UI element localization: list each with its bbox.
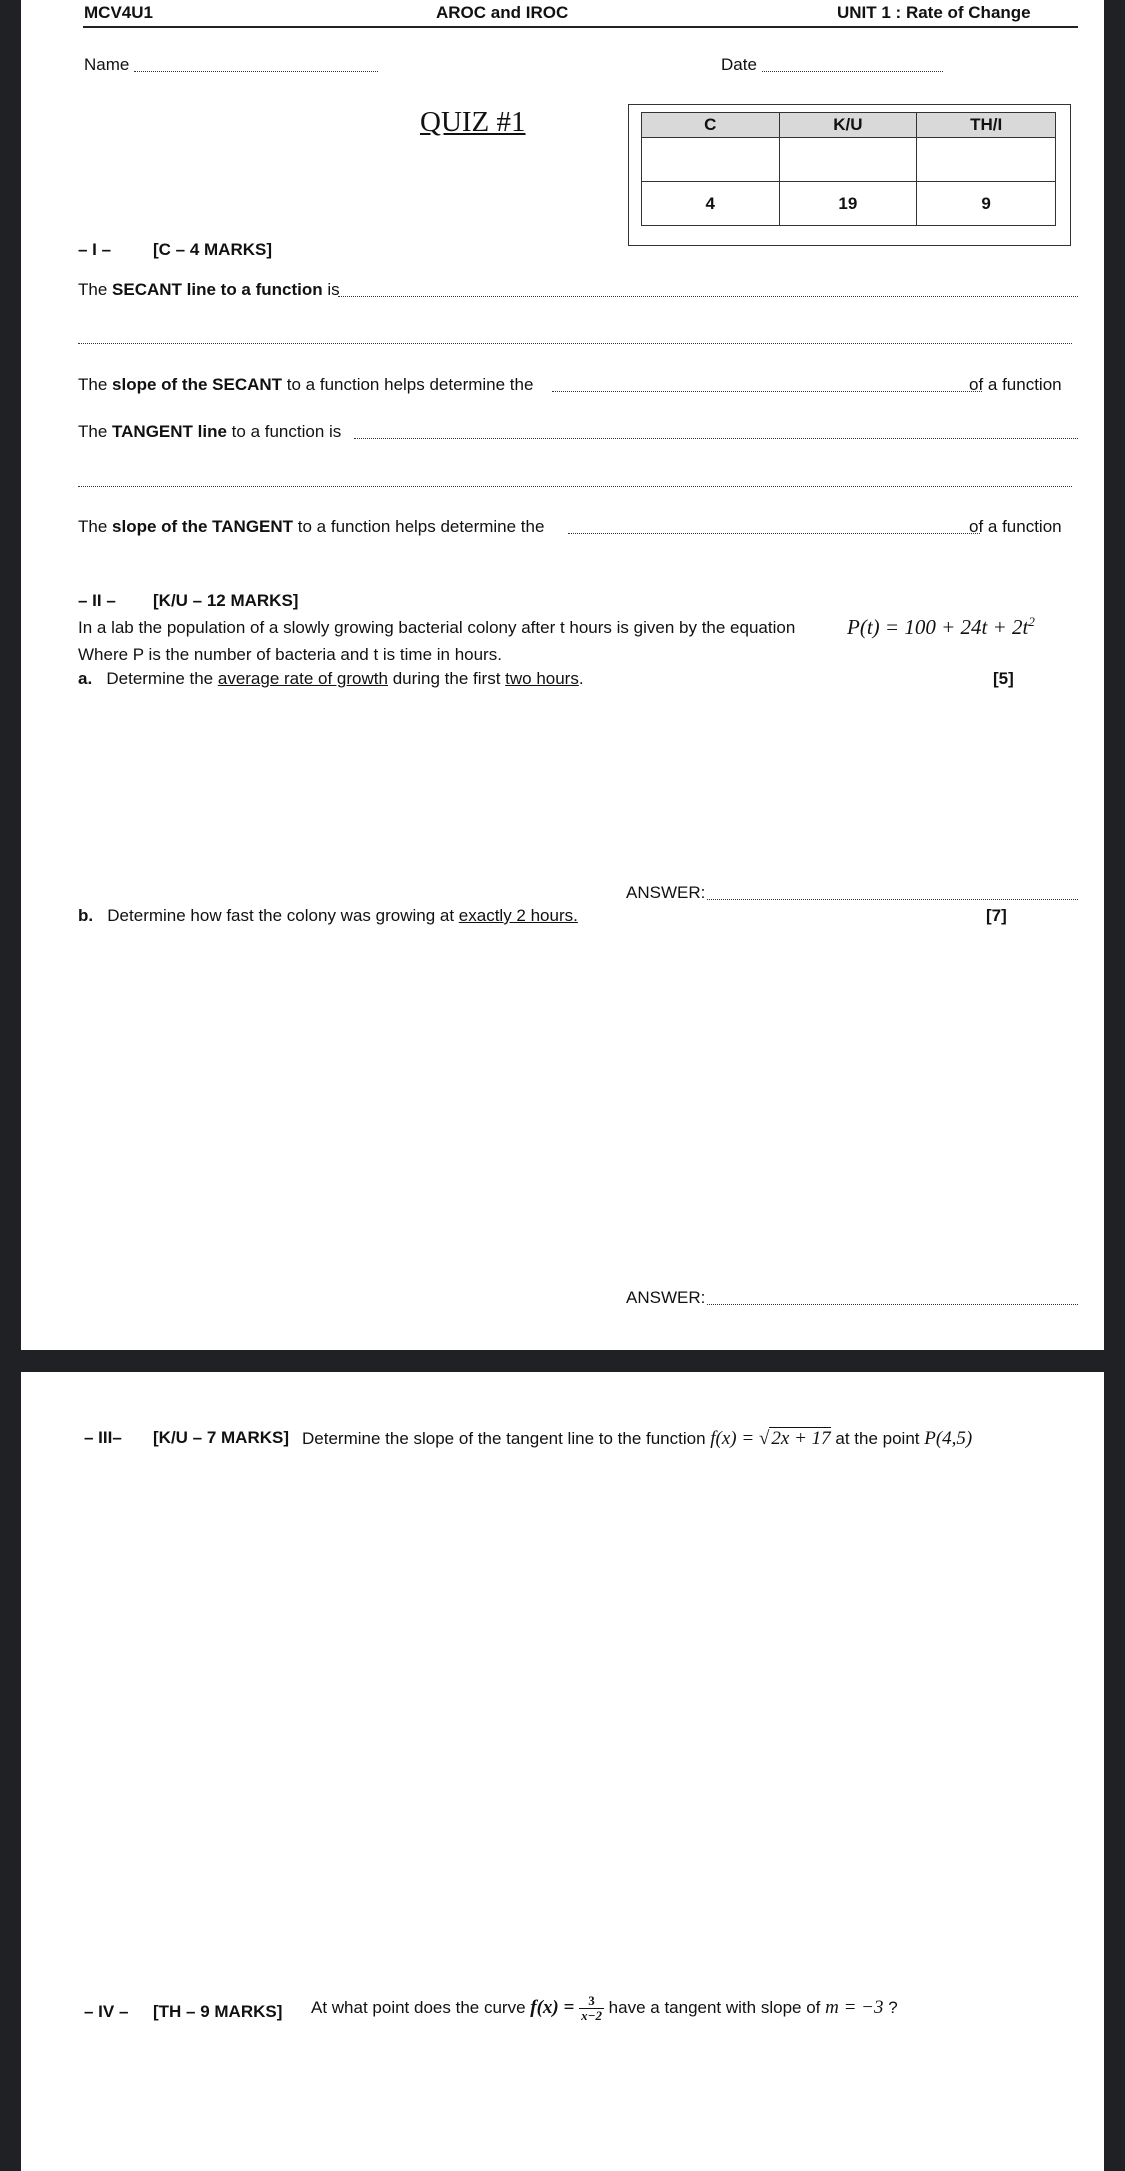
section2-number: – II – (78, 591, 116, 610)
answer-line-4[interactable] (568, 533, 980, 534)
part-b-answer-label: ANSWER: (626, 1288, 706, 1307)
marks-score-c: 4 (642, 182, 780, 226)
section1-question-2-end: of a function (969, 375, 1062, 394)
section4-marks: [TH – 9 MARKS] (153, 2002, 283, 2021)
section1-question-4: The slope of the TANGENT to a function helps determine the (78, 517, 545, 536)
date-field[interactable] (762, 71, 943, 72)
part-a-marks: [5] (993, 669, 1014, 688)
header-rule (83, 26, 1078, 28)
section1-question-2: The slope of the SECANT to a function helps determine the (78, 375, 534, 394)
marks-blank-c[interactable] (642, 138, 780, 182)
section1-marks: [C – 4 MARKS] (153, 240, 273, 259)
part-a-question: a. Determine the average rate of growth during the first two hours. (78, 669, 584, 688)
part-b-question: b. Determine how fast the colony was growing at exactly 2 hours. (78, 906, 578, 925)
section3-marks: [K/U – 7 MARKS] (153, 1428, 290, 1447)
marks-blank-ku[interactable] (779, 138, 917, 182)
quiz-title: QUIZ #1 (420, 106, 526, 138)
marks-score-ku: 19 (779, 182, 917, 226)
quiz-topic: AROC and IROC (436, 3, 569, 22)
answer-line-1a[interactable] (338, 296, 1078, 297)
section3-number: – III– (84, 1428, 122, 1447)
section1-question-3: The TANGENT line to a function is (78, 422, 342, 441)
name-label: Name (84, 55, 130, 74)
section1-question-1: The SECANT line to a function is (78, 280, 340, 299)
quiz-page-1 (21, 0, 1104, 1350)
marks-table (641, 112, 1056, 226)
marks-header-thi: TH/I (917, 113, 1056, 138)
marks-header-c: C (642, 113, 780, 138)
section2-intro-2: Where P is the number of bacteria and t is time in hours. (78, 645, 502, 664)
part-b-marks: [7] (986, 906, 1007, 925)
answer-line-1b[interactable] (78, 343, 1072, 344)
answer-line-3a[interactable] (354, 438, 1078, 439)
section2-marks: [K/U – 12 MARKS] (153, 591, 299, 610)
section4-question: At what point does the curve f(x) = $\frac{3}{x-2}$ have a tangent with slope of m = −3 ? (311, 1993, 898, 2023)
answer-line-2[interactable] (552, 391, 982, 392)
part-a-answer-line[interactable] (707, 899, 1078, 900)
quiz-page-2 (21, 1372, 1104, 2171)
unit-title: UNIT 1 : Rate of Change (837, 3, 1031, 22)
section1-question-4-end: of a function (969, 517, 1062, 536)
part-a-answer-label: ANSWER: (626, 883, 706, 902)
date-label: Date (721, 55, 757, 74)
answer-line-3b[interactable] (78, 486, 1072, 487)
section2-intro: In a lab the population of a slowly growing bacterial colony after t hours is given by the equation (78, 618, 796, 637)
section4-number: – IV – (84, 2002, 129, 2021)
course-code: MCV4U1 (84, 3, 153, 22)
section1-number: – I – (78, 240, 112, 259)
fraction: $\frac{3}{x-2}$ (581, 1993, 602, 2023)
part-b-answer-line[interactable] (707, 1304, 1078, 1305)
radicand: 2x + 17 (771, 1428, 831, 1449)
name-field[interactable] (134, 71, 378, 72)
population-equation: $P(t) = 100 + 24t + 2t^2$ (847, 614, 1035, 639)
marks-score-thi: 9 (917, 182, 1056, 226)
marks-blank-thi[interactable] (917, 138, 1056, 182)
marks-header-ku: K/U (779, 113, 917, 138)
section3-question: Determine the slope of the tangent line to the function f(x) = √ 2x + 17 at the point P(4,5) (302, 1428, 973, 1449)
